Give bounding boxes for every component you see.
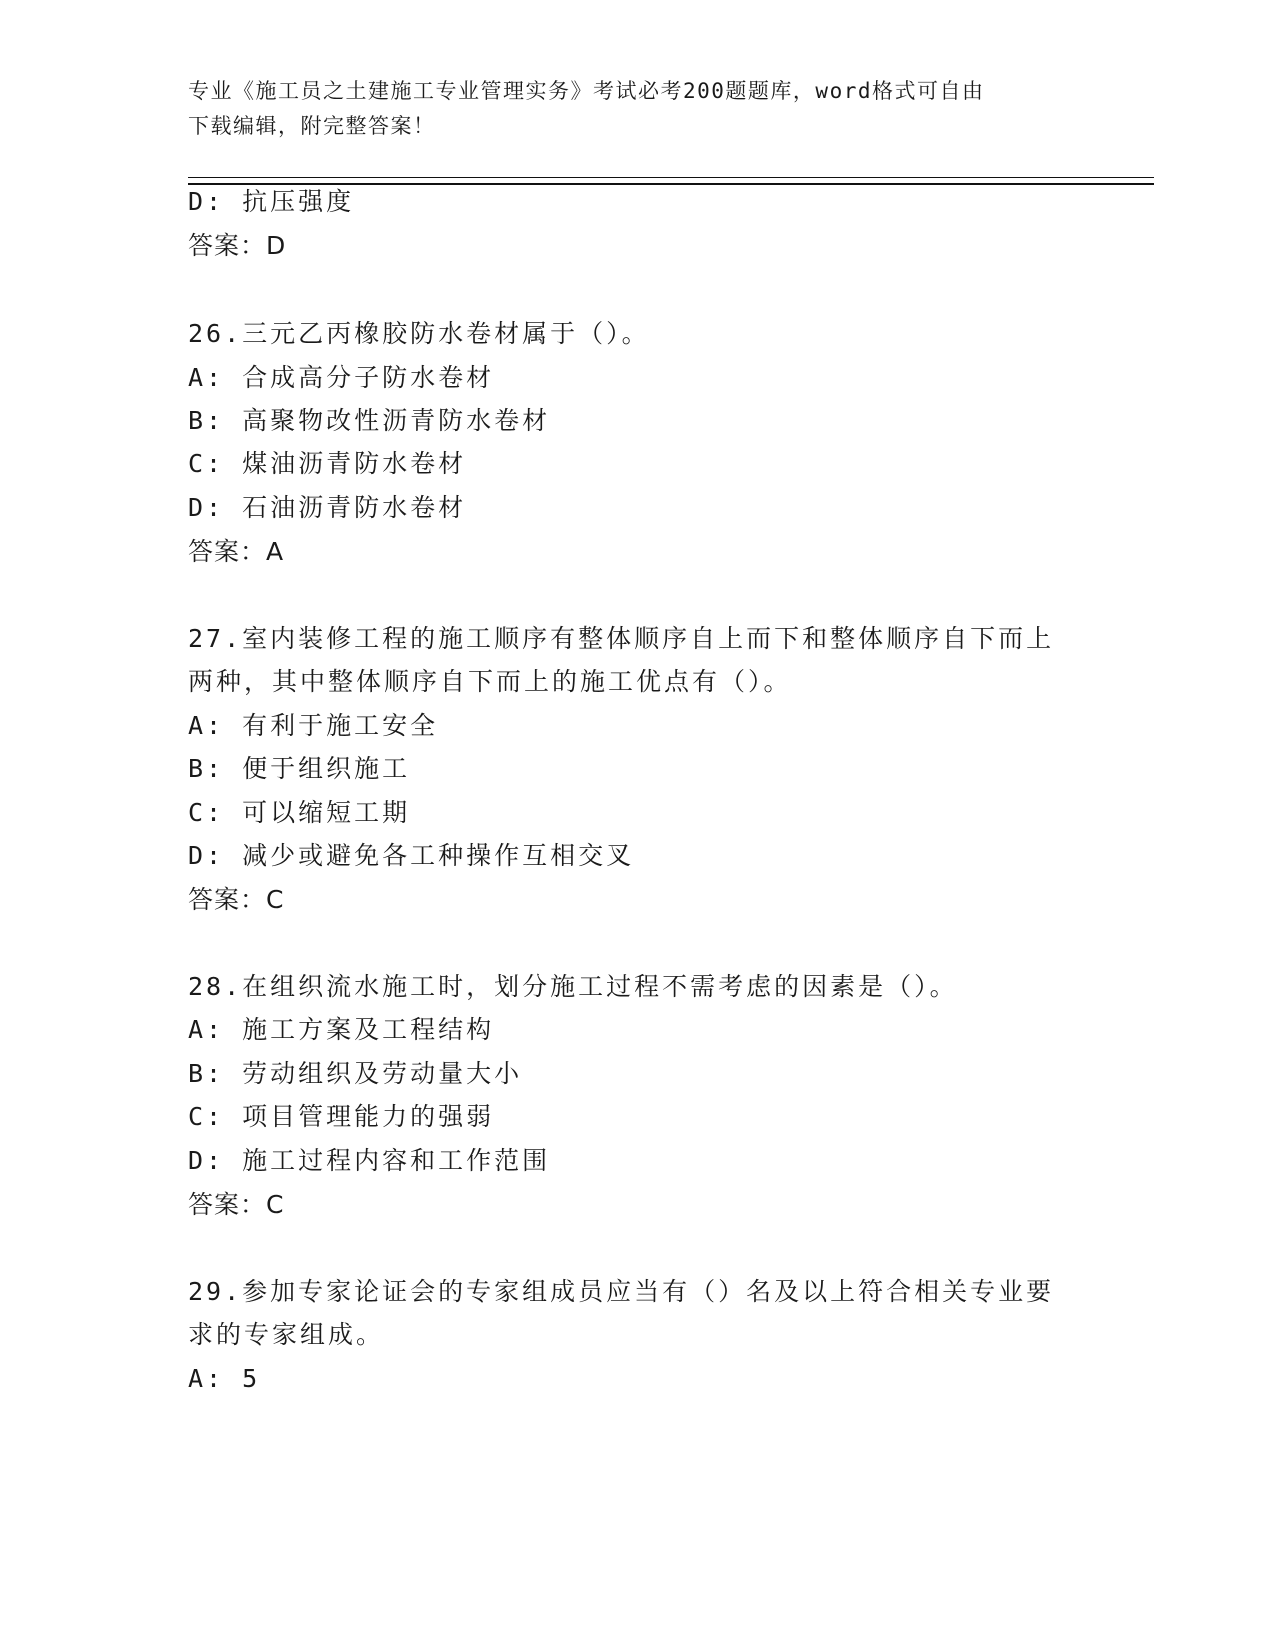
question-26: 26.三元乙丙橡胶防水卷材属于（）。 bbox=[188, 319, 650, 348]
question-27-line-1: 27.室内装修工程的施工顺序有整体顺序自上而下和整体顺序自下而上 bbox=[188, 624, 1055, 653]
q26-option-d: D: 石油沥青防水卷材 bbox=[188, 493, 467, 522]
q29-option-a: A: 5 bbox=[188, 1364, 261, 1393]
q28-option-c: C: 项目管理能力的强弱 bbox=[188, 1102, 495, 1131]
q27-option-b: B: 便于组织施工 bbox=[188, 754, 411, 783]
q27-option-a: A: 有利于施工安全 bbox=[188, 711, 439, 740]
q28-option-a: A: 施工方案及工程结构 bbox=[188, 1015, 495, 1044]
document-header bbox=[188, 74, 1088, 144]
question-27-line-2: 两种，其中整体顺序自下而上的施工优点有（）。 bbox=[188, 667, 792, 696]
q28-option-d: D: 施工过程内容和工作范围 bbox=[188, 1146, 551, 1175]
option-d-prev: D: 抗压强度 bbox=[188, 187, 355, 216]
header-line-2: 下载编辑，附完整答案！ bbox=[188, 114, 436, 138]
header-rule-thick bbox=[188, 183, 1154, 185]
q27-option-c: C: 可以缩短工期 bbox=[188, 798, 411, 827]
question-29-line-1: 29.参加专家论证会的专家组成员应当有（）名及以上符合相关专业要 bbox=[188, 1277, 1055, 1306]
q26-option-c: C: 煤油沥青防水卷材 bbox=[188, 449, 467, 478]
question-28: 28.在组织流水施工时，划分施工过程不需考虑的因素是（）。 bbox=[188, 972, 958, 1001]
answer-prev: 答案：D bbox=[188, 231, 287, 260]
q26-answer: 答案：A bbox=[188, 537, 285, 566]
q26-option-b: B: 高聚物改性沥青防水卷材 bbox=[188, 406, 551, 435]
q27-option-d: D: 减少或避免各工种操作互相交叉 bbox=[188, 841, 635, 870]
q27-answer: 答案：C bbox=[188, 885, 285, 914]
q28-option-b: B: 劳动组织及劳动量大小 bbox=[188, 1059, 523, 1088]
question-29-line-2: 求的专家组成。 bbox=[188, 1320, 385, 1349]
header-line-1: 专业《施工员之土建施工专业管理实务》考试必考200题题库，word格式可自由 bbox=[188, 79, 985, 103]
header-rule-thin bbox=[188, 177, 1154, 178]
q26-option-a: A: 合成高分子防水卷材 bbox=[188, 363, 495, 392]
q28-answer: 答案：C bbox=[188, 1190, 285, 1219]
